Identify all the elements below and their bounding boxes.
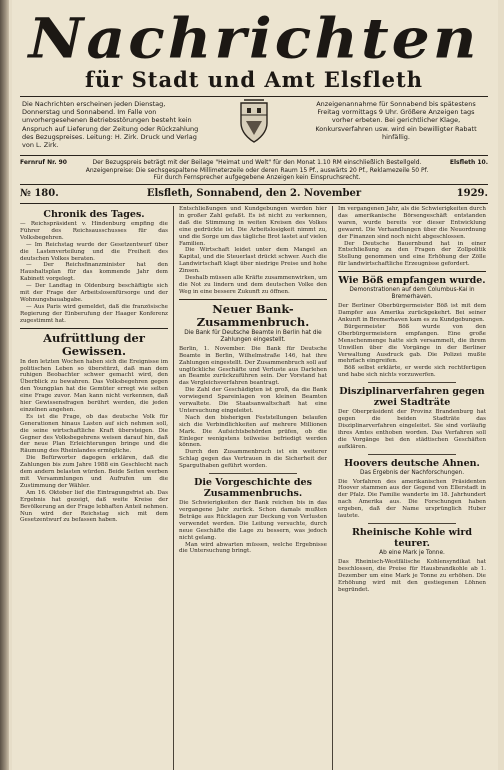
- masthead-subtitle: für Stadt und Amt Elsfleth: [84, 67, 424, 92]
- column-left: [20, 206, 168, 770]
- info-bar: [20, 96, 488, 156]
- article-paragraph: Die Befürworter dagegen erklären, daß die Zahlungen bis zum Jahre 1988 ein Geschlecht nach dem andern belasten würden. Beide Seiten werben mit Versammlungen und Aufrufen um die Zustimmung der Wähler.: [20, 455, 168, 489]
- headline-hoover: Hoovers deutsche Ahnen.: [344, 457, 480, 469]
- article-separator: [209, 473, 297, 474]
- subheadline-kohle: Ab eine Mark je Tonne.: [379, 550, 445, 556]
- article-paragraph: Durch den Zusammenbruch ist ein weiterer Schlag gegen das Vertrauen in die Sicherheit der Sparguthaben geführt worden.: [179, 449, 327, 470]
- article-columns: [20, 206, 488, 770]
- city-crest-icon: [238, 99, 270, 145]
- article-separator: [368, 454, 456, 455]
- article-paragraph: Berlin, 1. November. Die Bank für Deutsche Beamte in Berlin, Wilhelmstraße 146, hat ihre Zahlungen eingestellt. Der Zusammenbruch soll auf unglückliche Geschäfte und Verluste aus Darlehen an Beamte zurückzuführen sein. Der Vorstand hat das Vergleichsverfahren beantragt.: [179, 345, 327, 387]
- place-number: Elsfleth 10.: [449, 159, 488, 166]
- chronik-item: — Der Reichsfinanzminister hat den Haushaltsplan für das kommende Jahr dem Kabinett vorgelegt.: [20, 262, 168, 283]
- article-paragraph: Das Rheinisch-Westfälische Kohlensyndikat hat beschlossen, die Preise für Hausbrandkohle ab 1. Dezember um eine Mark je Tonne zu erhöhen. Die Erhöhung wird mit den gestiegenen Löhnen begründet.: [338, 559, 486, 593]
- article-paragraph: Böß selbst erklärte, er werde sich rechtfertigen und habe sich nichts vorzuwerfen.: [338, 365, 486, 379]
- article-paragraph: Die Wirtschaft leidet unter dem Mangel an Kapital, und die Steuerlast drückt schwer. Auch die Landwirtschaft klagt über niedrige Preise und hohe Zinsen.: [179, 247, 327, 275]
- subscription-info: Der Bezugspreis beträgt mit der Beilage "Heimat und Welt" für den Monat 1.10 RM einschließlich Bestellgeld. Anzeigenpreise: Die sechsgespaltene Millimeterzeile oder deren Raum 15 Pf., auswärts 20 Pf., Reklamezeile 50 Pf. Für durch Fernsprecher aufgegebene Anzeigen kein Einspruchsrecht.: [85, 159, 429, 181]
- article-paragraph: Der Berliner Oberbürgermeister Böß ist mit dem Dampfer aus Amerika zurückgekehrt. Bei seiner Ankunft in Bremerhaven kam es zu Kundgebungen.: [338, 303, 486, 323]
- column-right: [338, 206, 486, 770]
- headline-disziplinar: Disziplinarverfahren gegen zwei Stadträte: [339, 386, 485, 409]
- publication-info: Die Nachrichten erscheinen jeden Dienstag, Donnerstag und Sonnabend. Im Falle von unvorhergesehenen Betriebsstörungen besteht kein Anspruch auf Lieferung der Zeitung oder Rückzahlung des Bezugspreises. Leitung: H. Zirk. Druck und Verlag von L. Zirk.: [22, 100, 199, 150]
- dateline: [20, 185, 488, 204]
- article-separator: [338, 271, 486, 272]
- article-separator: [368, 382, 456, 383]
- advertising-info: Anzeigenannahme für Sonnabend bis spätestens Freitag vormittags 9 Uhr. Größere Anzeigen tags vorher erbeten. Bei gerichtlicher Klage, Konkursverfahren usw. wird ein bewilligter Rabatt hinfällig.: [315, 100, 477, 141]
- headline-kohle: Rheinische Kohle wird teurer.: [351, 527, 473, 549]
- chronik-item: — Aus Paris wird gemeldet, daß die französische Regierung der Einberufung der Haager Konferenz zugestimmt hat.: [20, 303, 168, 324]
- article-paragraph: Man wird abwarten müssen, welche Ergebnisse die Untersuchung bringt.: [179, 541, 327, 555]
- article-separator: [368, 523, 456, 524]
- headline-bank: Neuer Bank-Zusammenbruch.: [196, 301, 310, 329]
- article-paragraph: Bürgermeister Böß wurde von den Oberbürgermeistern empfangen. Eine große Menschenmenge hatte sich versammelt, die ihrem Unwillen über die Vorgänge in der Berliner Verwaltung Ausdruck gab. Die Polizei mußte mehrfach eingreifen.: [338, 323, 486, 365]
- subheadline-hoover: Das Ergebnis der Nachforschungen.: [359, 469, 465, 476]
- phone-number: Fernruf Nr. 90: [20, 159, 67, 166]
- article-separator: [20, 328, 168, 329]
- column-middle: [179, 206, 327, 770]
- headline-vorgeschichte: Die Vorgeschichte des Zusammenbruchs.: [194, 477, 312, 500]
- article-paragraph: Am 16. Oktober lief die Eintragungsfrist ab. Das Ergebnis hat gezeigt, daß weite Kreise der Bevölkerung an der Frage lebhaften Anteil nehmen. Nun wird der Reichstag sich mit dem Gesetzentwurf zu befassen haben.: [20, 489, 168, 524]
- chronik-item: — Im Reichstag wurde der Gesetzentwurf über die Lastenverteilung und die Freiheit des deutschen Volkes beraten.: [20, 241, 168, 262]
- price-ribbon: [20, 156, 488, 185]
- article-paragraph: Die Zahl der Geschädigten ist groß, da die Bank vorwiegend Spareinlagen von kleinen Beamten verwaltete. Die Staatsanwaltschaft hat eine Untersuchung eingeleitet.: [179, 387, 327, 414]
- article-paragraph: Nach den bisherigen Feststellungen belaufen sich die Verbindlichkeiten auf mehrere Millionen Mark. Die Aufsichtsbehörden prüfen, ob die Einleger wenigstens teilweise befriedigt werden können.: [179, 414, 327, 449]
- headline-chronik: Chronik des Tages.: [43, 209, 145, 220]
- article-paragraph: Es ist die Frage, ob das deutsche Volk für Generationen hinaus Lasten auf sich nehmen soll, die seine wirtschaftliche Kraft übersteigen. Die Gegner des Volksbegehrens weisen darauf hin, daß der neue Plan Erleichterungen bringe und die Räumung des Rheinlandes ermögliche.: [20, 413, 168, 455]
- article-paragraph: In den letzten Wochen haben sich die Ereignisse im politischen Leben so überstürzt, daß man dem ruhigen Beobachter schwer gemacht wird, den Überblick zu bewahren. Das Volksbegehren gegen den Youngplan hat die Gemüter erregt wie selten eine Frage zuvor. Man kann nicht verkennen, daß hier Gewissensfragen berührt werden, die jeden einzelnen angehen.: [20, 358, 168, 413]
- article-paragraph: Im vergangenen Jahr, als die Schwierigkeiten durch das amerikanische Börsengeschäft entstanden waren, wurde bereits vor dieser Entwicklung gewarnt. Die Verhandlungen über die Neuordnung der Finanzen sind noch nicht abgeschlossen.: [338, 206, 486, 240]
- article-paragraph: Die Vorfahren des amerikanischen Präsidenten Hoover stammen aus der Gegend von Ellerstadt in der Pfalz. Die Familie wanderte im 18. Jahrhundert nach Amerika aus. Die Forschungen haben ergeben, daß der Name ursprünglich Huber lautete.: [338, 478, 486, 520]
- article-paragraph: Deshalb müssen alle Kräfte zusammenwirken, um die Not zu lindern und dem deutschen Volke den Weg in eine bessere Zukunft zu öffnen.: [179, 275, 327, 295]
- masthead-title: Nachrichten: [28, 8, 480, 68]
- chronik-item: — Der Landtag in Oldenburg beschäftigte sich mit der Frage der Arbeitslosenfürsorge und der Wohnungsbauabgabe.: [20, 283, 168, 303]
- headline-boess: Wie Böß empfangen wurde.: [338, 275, 486, 287]
- article-paragraph: Der Oberpräsident der Provinz Brandenburg hat gegen die beiden Stadträte das Disziplinarverfahren eingeleitet. Sie sind vorläufig ihres Amtes enthoben worden. Das Verfahren soll die Vorgänge bei den städtischen Geschäften aufklären.: [338, 409, 486, 450]
- column-rule: [332, 206, 333, 770]
- article-paragraph: Die Schwierigkeiten der Bank reichen bis in das vergangene Jahr zurück. Schon damals mußten Beträge aus Rücklagen zur Deckung von Verlusten verwendet werden. Die Leitung versuchte, durch neue Geschäfte die Lage zu bessern, was jedoch nicht gelang.: [179, 500, 327, 541]
- issue-number: № 180.: [20, 188, 59, 199]
- column-rule: [173, 206, 174, 770]
- page-content: [20, 6, 488, 770]
- binding-edge: [0, 0, 9, 770]
- article-paragraph: Der Deutsche Bauernbund hat in einer Entschließung zu den Fragen der Zollpolitik Stellung genommen und eine Erhöhung der Zölle für landwirtschaftliche Erzeugnisse gefordert.: [338, 240, 486, 268]
- article-separator: [179, 299, 327, 300]
- chronik-item: — Reichspräsident v. Hindenburg empfing die Führer des Reichsausschusses für das Volksbegehren.: [20, 221, 168, 241]
- subheadline-bank: Die Bank für Deutsche Beamte in Berlin hat die Zahlungen eingestellt.: [184, 329, 322, 343]
- subheadline-boess: Demonstrationen auf dem Columbus-Kai in Bremerhaven.: [349, 287, 475, 301]
- headline-aufruettlung: Aufrüttlung der Gewissen.: [43, 330, 145, 358]
- article-paragraph: Entschließungen und Kundgebungen werden hier in großer Zahl gefaßt. Es ist nicht zu verkennen, daß die Stimmung in weiten Kreisen des Volkes eine gedrückte ist. Die Arbeitslosigkeit nimmt zu, und die Sorge um das tägliche Brot lastet auf vielen Familien.: [179, 206, 327, 247]
- issue-year: 1929.: [456, 188, 488, 199]
- issue-date: Elsfleth, Sonnabend, den 2. November: [146, 188, 362, 199]
